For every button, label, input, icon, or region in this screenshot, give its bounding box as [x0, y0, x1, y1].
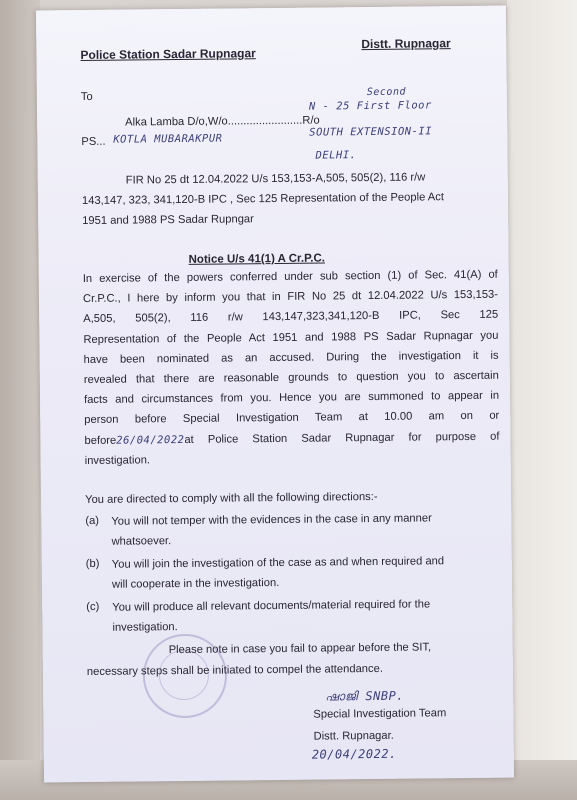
direction-c-line-2: investigation. — [112, 621, 178, 634]
ro-handwritten-2: SOUTH EXTENSION-II — [309, 125, 433, 139]
signature-handwritten: ഷാജി SNBP. — [325, 688, 405, 704]
signature-team: Special Investigation Team — [313, 707, 447, 721]
notice-line: investigation. — [84, 454, 151, 467]
direction-a-line-2: whatsoever. — [111, 535, 172, 548]
direction-a-line-1: You will not temper with the evidences in the case in any manner — [111, 512, 432, 528]
fir-line-3: 1951 and 1988 PS Sadar Rupngar — [82, 213, 254, 228]
background-left — [0, 0, 40, 800]
notice-body — [83, 265, 500, 471]
closing-line-2: necessary steps shall be initiated to compel the attendance. — [86, 662, 383, 678]
signature-district: Distt. Rupnagar. — [313, 729, 394, 743]
direction-b-line-1: You will join the investigation of the case as and when required and — [111, 555, 445, 571]
direction-b-line-2: will cooperate in the investigation. — [111, 576, 280, 591]
signature-date-handwritten: 20/04/2022. — [311, 746, 397, 762]
police-station-header: Police Station Sadar Rupnagar — [80, 46, 256, 63]
notice-line: facts and circumstances from you. Hence you are summoned to appear in — [83, 389, 500, 407]
ps-label: PS... — [81, 135, 106, 149]
ps-handwritten: KOTLA MUBARAKPUR — [113, 132, 223, 146]
fir-line-2: 143,147, 323, 341,120-B IPC , Sec 125 Representation of the People Act — [81, 191, 444, 208]
recipient-name-line: Alka Lamba D/o,W/o........................R/o — [125, 114, 320, 129]
ro-handwritten-3: DELHI. — [315, 149, 357, 162]
background-right — [507, 0, 577, 800]
closing-line-1: Please note in case you fail to appear before the SIT, — [168, 641, 432, 657]
notice-title: Notice U/s 41(1) A Cr.P.C. — [188, 252, 325, 266]
notice-line: A,505, 505(2), 116 r/w 143,147,323,341,120-B IPC, Sec 125 — [83, 309, 499, 326]
fir-line-1: FIR No 25 dt 12.04.2022 U/s 153,153-A,505, 505(2), 116 r/w — [125, 171, 426, 187]
direction-c-line-1: You will produce all relevant documents/material required for the — [112, 598, 431, 614]
direction-letter: (b) — [85, 557, 100, 570]
notice-document — [36, 6, 514, 783]
direction-letter: (a) — [85, 514, 100, 527]
notice-line: have been nominated as an accused. During the investigation it is — [83, 349, 499, 366]
notice-line: revealed that there are reasonable grounds to question you to ascertain — [83, 369, 499, 387]
before-prefix: before — [84, 434, 117, 447]
ro-handwritten-0: Second — [366, 86, 407, 99]
district-header: Distt. Rupnagar — [361, 36, 451, 52]
notice-line: person before Special Investigation Team at 10.00 am on or — [84, 410, 500, 427]
direction-letter: (c) — [86, 600, 100, 613]
appearance-date-handwritten: 26/04/2022 — [116, 433, 185, 447]
notice-line: Cr.P.C., I here by inform you that in FIR No 25 dt 12.04.2022 U/s 153,153- — [82, 288, 499, 306]
directions-intro: You are directed to comply with all the following directions:- — [85, 490, 378, 506]
notice-line: In exercise of the powers conferred under sub section (1) of Sec. 41(A) of — [82, 268, 498, 286]
to-label: To — [80, 90, 93, 104]
notice-line: Representation of the People Act 1951 and 1988 PS Sadar Rupnagar you — [83, 329, 499, 346]
before-suffix: at Police Station Sadar Rupnagar for purpose of — [184, 430, 500, 446]
ro-handwritten-1: N - 25 First Floor — [308, 99, 432, 113]
